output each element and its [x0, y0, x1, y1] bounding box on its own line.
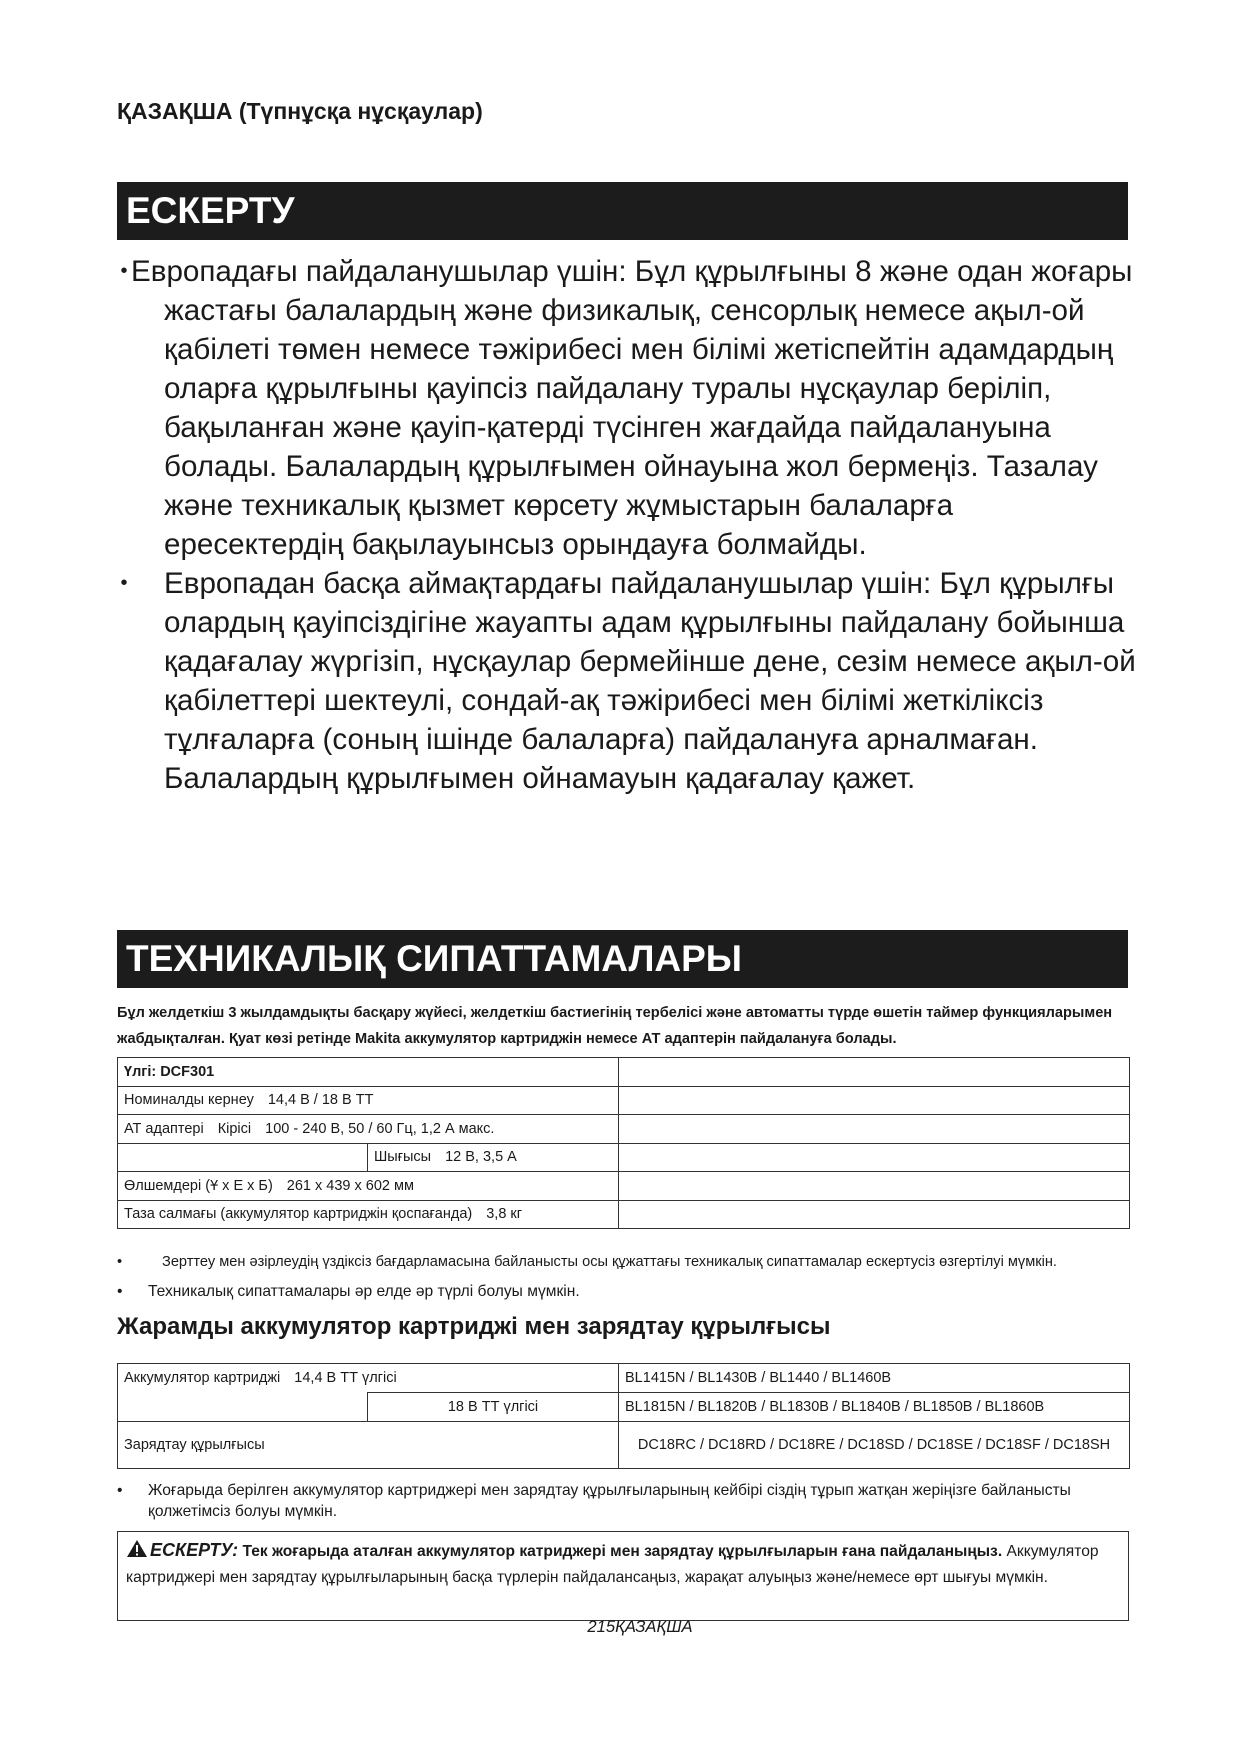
empty-cell — [619, 1143, 1130, 1172]
cartridge-cell — [118, 1364, 619, 1393]
empty-cell — [619, 1058, 1130, 1087]
model-18-label: 18 В ТТ үлгісі — [368, 1393, 619, 1422]
empty-cell — [118, 1143, 368, 1172]
cartridge-label: Аккумулятор картриджі — [124, 1370, 281, 1386]
spec-section-title: ТЕХНИКАЛЫҚ СИПАТТАМАЛАРЫ — [117, 930, 1128, 988]
battery-note — [117, 1480, 1117, 1522]
dimensions-cell — [118, 1172, 619, 1201]
ac-adapter-label: АТ адаптері — [124, 1120, 204, 1137]
spec-note — [117, 1277, 1137, 1306]
spec-table — [117, 1057, 1130, 1229]
model-144-label: 14,4 В ТТ үлгісі — [294, 1370, 397, 1386]
spec-note — [117, 1248, 1137, 1277]
rated-voltage-cell — [118, 1086, 619, 1115]
net-weight-value: 3,8 кг — [486, 1206, 523, 1223]
table-row — [118, 1115, 1130, 1144]
net-weight-cell — [118, 1200, 619, 1229]
caution-bold-text: Тек жоғарыда аталған аккумулятор катриджері мен зарядтау құрылғыларын ғана пайдаланыңыз. — [242, 1543, 1003, 1560]
language-heading: ҚАЗАҚША (Түпнұсқа нұсқаулар) — [117, 98, 483, 124]
warning-item-text: Европадан басқа аймақтардағы пайдаланушылар үшін: Бұл құрылғы олардың қауіпсіздігіне жауапты адам құрылғыны пайдалану бойынша қадағалау жүргізіп, нұсқаулар бермейінше дене, сезім немесе ақыл-ой қабілеттері шектеулі, сондай-ақ тәжірибесі мен білімі жеткіліксіз тұлғаларға (соның ішінде балаларға) пайдалануға арналмаған. Балалардың құрылғымен ойнамауын қадағалау қажет. — [164, 567, 1136, 795]
input-value: 100 - 240 В, 50 / 60 Гц, 1,2 А макс. — [265, 1120, 495, 1137]
warning-list — [117, 252, 1137, 798]
battery-note-text: Жоғарыда берілген аккумулятор картриджері мен зарядтау құрылғыларының кейбірі сіздің тұрып жатқан жеріңізге байланысты қолжетімсіз болуы мүмкін. — [148, 1482, 1071, 1520]
spec-notes — [117, 1248, 1137, 1306]
spec-intro: Бұл желдеткіш 3 жылдамдықты басқару жүйесі, желдеткіш бастиегінің тербелісі және автоматты түрде өшетін таймер функцияларымен жабдықталған. Қуат көзі ретінде Makita аккумулятор картриджін немесе АТ адаптерін пайдалануға болады. — [117, 1005, 1113, 1047]
dimensions-value: 261 x 439 x 602 мм — [286, 1177, 414, 1194]
bullet-icon: • — [117, 1482, 123, 1499]
caution-text: Аккумулятор картриджері мен зарядтау құрылғыларының басқа түрлерін пайдалансаңыз, жарақат алуыңыз және/немесе өрт шығуы мүмкін. — [126, 1543, 1099, 1586]
charger-label: Зарядтау құрылғысы — [118, 1422, 619, 1469]
table-row — [118, 1086, 1130, 1115]
battery-table — [117, 1363, 1130, 1469]
bullet-icon: • — [120, 572, 128, 594]
empty-cell — [118, 1393, 368, 1422]
table-row — [118, 1422, 1130, 1469]
bullet-icon: • — [117, 1254, 123, 1270]
charger-values: DC18RC / DC18RD / DC18RE / DC18SD / DC18SE / DC18SF / DC18SH — [619, 1422, 1130, 1469]
empty-cell — [619, 1115, 1130, 1144]
bullet-icon: • — [117, 1283, 123, 1300]
table-row — [118, 1200, 1130, 1229]
net-weight-label: Таза салмағы (аккумулятор картриджін қоспағанда) — [124, 1206, 473, 1223]
page-footer: 215ҚАЗАҚША — [587, 1617, 693, 1636]
empty-cell — [619, 1172, 1130, 1201]
output-value: 12 В, 3,5 А — [445, 1149, 517, 1166]
warning-section-title: ЕСКЕРТУ — [117, 182, 1128, 240]
warning-item-text: Европадағы пайдаланушылар үшін: Бұл құрылғыны 8 және одан жоғары жастағы балалардың және физикалық, сенсорлық немесе ақыл-ой қабілеті төмен немесе тәжірибесі мен білімі жетіспейтін адамдардың оларға құрылғыны қауіпсіз пайдалану туралы нұсқаулар беріліп, бақыланған және қауіп-қатерді түсінген жағдайда пайдалануына болады. Балалардың құрылғымен ойнауына жол бермеңіз. Тазалау және техникалық қызмет көрсету жұмыстарын балаларға ересектердің бақылауынсыз орындауға болмайды. — [131, 255, 1133, 561]
table-row — [118, 1172, 1130, 1201]
model-144-values: BL1415N / BL1430B / BL1440 / BL1460B — [619, 1364, 1130, 1393]
caution-label: ЕСКЕРТУ: — [150, 1540, 239, 1560]
spec-note-text: Техникалық сипаттамалары әр елде әр түрлі болуы мүмкін. — [148, 1283, 580, 1300]
battery-section-title: Жарамды аккумулятор картриджі мен зарядтау құрылғысы — [117, 1313, 831, 1340]
table-row — [118, 1143, 1130, 1172]
dimensions-label: Өлшемдері (Ұ x Е x Б) — [124, 1177, 273, 1194]
output-cell — [368, 1143, 619, 1172]
warning-triangle-icon — [126, 1539, 148, 1566]
empty-cell — [619, 1200, 1130, 1229]
rated-voltage-value: 14,4 В / 18 В ТТ — [267, 1092, 374, 1109]
spec-note-text: Зерттеу мен әзірлеудің үздіксіз бағдарламасына байланысты осы құжаттағы техникалық сипаттамалар ескертусіз өзгертілуі мүмкін. — [162, 1254, 1057, 1270]
bullet-icon: • — [120, 260, 128, 282]
warning-item — [117, 564, 1137, 798]
table-row — [118, 1393, 1130, 1422]
caution-box — [117, 1531, 1129, 1621]
model-18-values: BL1815N / BL1820B / BL1830B / BL1840B / BL1850B / BL1860B — [619, 1393, 1130, 1422]
ac-adapter-input-cell — [118, 1115, 619, 1144]
model-cell: Үлгі: DCF301 — [118, 1058, 619, 1087]
rated-voltage-label: Номиналды кернеу — [124, 1092, 254, 1109]
warning-item — [117, 252, 1137, 564]
input-label: Кірісі — [217, 1120, 252, 1137]
table-row — [118, 1058, 1130, 1087]
empty-cell — [619, 1086, 1130, 1115]
table-row — [118, 1364, 1130, 1393]
output-label: Шығысы — [374, 1149, 432, 1166]
